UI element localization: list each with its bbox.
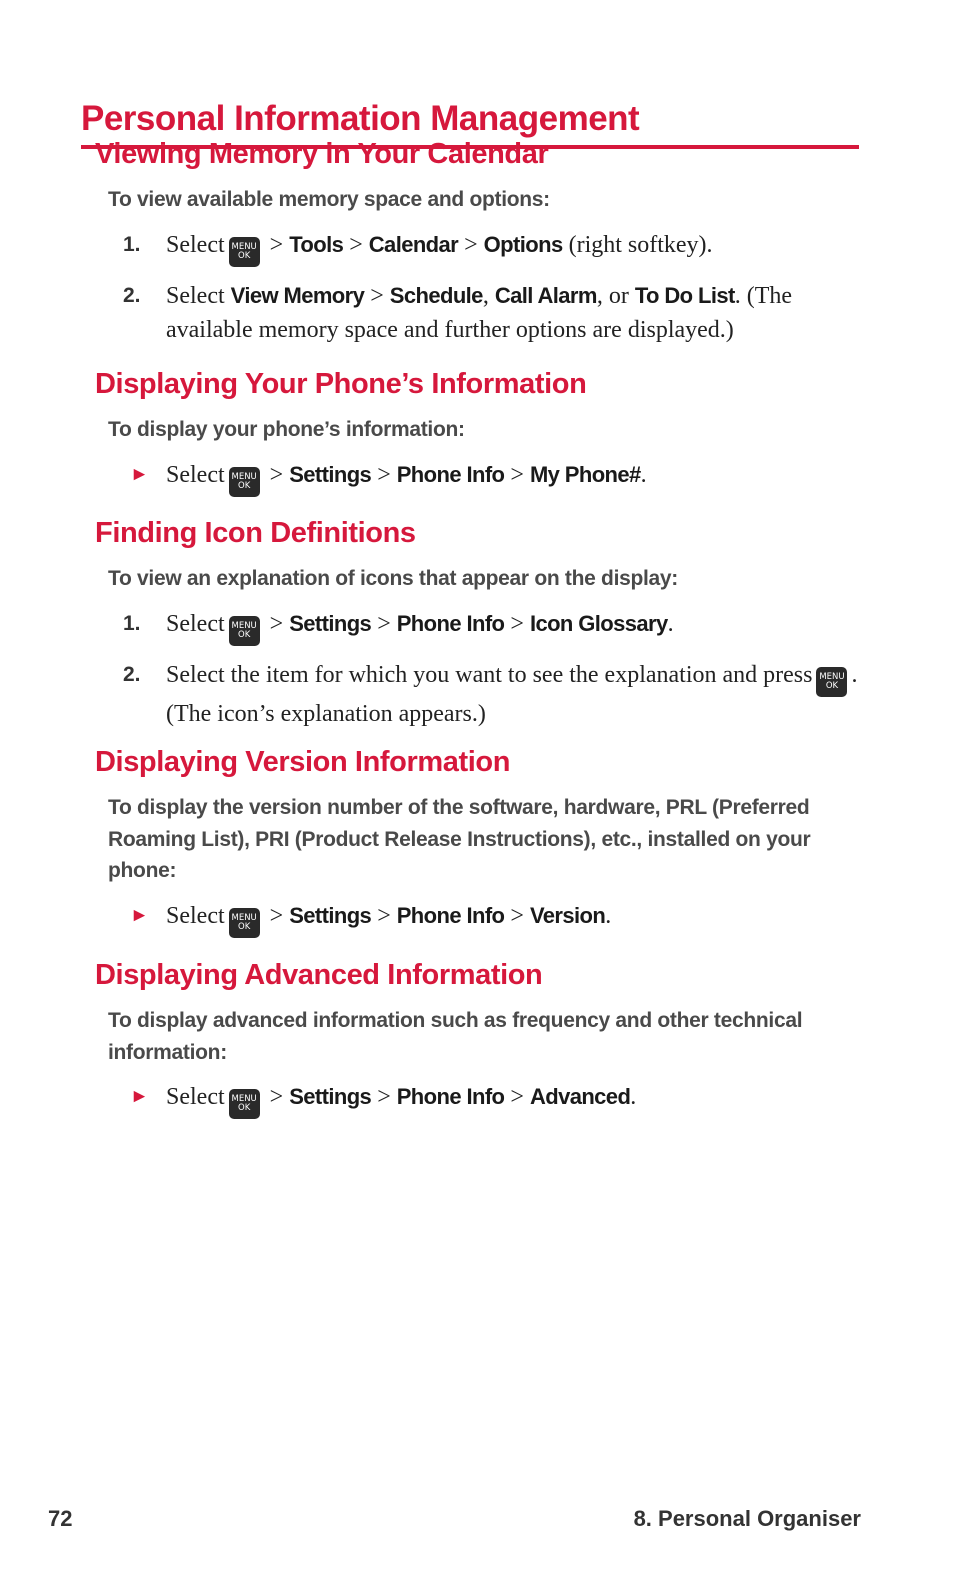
- step-bullet: ► Select MENU OK > Settings > Phone Info > My Phone#.: [95, 458, 875, 497]
- section-heading: Finding Icon Definitions: [95, 517, 416, 549]
- step-bullet: ► Select MENU OK > Settings > Phone Info > Advanced.: [95, 1080, 875, 1119]
- path-settings: Settings: [289, 902, 372, 928]
- path-phone-info: Phone Info: [396, 902, 505, 928]
- section-phone-information: [95, 366, 875, 497]
- step-2: 2. Select the item for which you want to see the explanation and press MENU OK . (The icon’s explanation appears.): [95, 658, 875, 731]
- bullet-arrow-icon: ►: [130, 1086, 149, 1107]
- step-bullet: ► Select MENU OK > Settings > Phone Info > Version.: [95, 899, 875, 938]
- path-settings: Settings: [289, 610, 372, 636]
- path-calendar: Calendar: [368, 231, 459, 257]
- menu-ok-key-icon: MENU OK: [229, 1089, 260, 1119]
- section-advanced-information: [95, 957, 875, 1119]
- step-1: 1. Select MENU OK > Tools > Calendar > Options (right softkey).: [95, 228, 875, 267]
- section-icon-definitions: [95, 515, 875, 731]
- step-1: 1. Select MENU OK > Settings > Phone Info > Icon Glossary.: [95, 607, 875, 646]
- bullet-arrow-icon: ►: [130, 904, 149, 926]
- section-intro: To display your phone’s information:: [108, 418, 465, 441]
- menu-ok-key-icon: MENU OK: [816, 667, 847, 697]
- section-heading: Displaying Version Information: [95, 746, 511, 778]
- step-number: 1.: [123, 611, 141, 635]
- path-version: Version: [529, 902, 606, 928]
- section-heading: Displaying Your Phone’s Information: [95, 368, 587, 400]
- section-heading: Viewing Memory in Your Calendar: [95, 138, 549, 170]
- path-options: Options: [483, 231, 563, 257]
- path-icon-glossary: Icon Glossary: [529, 610, 668, 636]
- section-intro: To display the version number of the software, hardware, PRL (Preferred Roaming List), PRI (Product Release Instructions), etc., installed on your phone:: [108, 796, 811, 882]
- section-viewing-memory: [95, 136, 875, 347]
- path-advanced: Advanced: [529, 1084, 631, 1109]
- menu-ok-key-icon: MENU OK: [229, 616, 260, 646]
- path-tools: Tools: [289, 231, 344, 257]
- menu-ok-key-icon: MENU OK: [229, 467, 260, 497]
- page-number: 72: [48, 1506, 73, 1531]
- section-intro: To view available memory space and options:: [108, 188, 550, 211]
- path-phone-info: Phone Info: [396, 461, 505, 487]
- path-phone-info: Phone Info: [396, 610, 505, 636]
- section-intro: To view an explanation of icons that appear on the display:: [108, 567, 679, 590]
- step-number: 2.: [123, 283, 141, 307]
- step-number: 1.: [123, 232, 141, 256]
- menu-ok-key-icon: MENU OK: [229, 237, 260, 267]
- path-phone-info: Phone Info: [396, 1084, 505, 1109]
- path-settings: Settings: [289, 461, 372, 487]
- section-intro: To display advanced information such as frequency and other technical information:: [108, 1009, 803, 1064]
- menu-ok-key-icon: MENU OK: [229, 908, 260, 938]
- step-2: 2. Select View Memory > Schedule, Call Alarm, or To Do List. (The available memory space and further options are displayed.): [95, 279, 875, 347]
- page-title: Personal Information Management: [81, 97, 859, 149]
- chapter-title: 8. Personal Organiser: [633, 1506, 861, 1531]
- section-version-information: [95, 744, 875, 938]
- bullet-arrow-icon: ►: [130, 463, 149, 485]
- path-settings: Settings: [289, 1084, 372, 1109]
- option-to-do-list: To Do List: [634, 282, 735, 308]
- section-heading: Displaying Advanced Information: [95, 959, 543, 991]
- step-number: 2.: [123, 662, 141, 686]
- option-call-alarm: Call Alarm: [494, 282, 597, 308]
- path-my-phone: My Phone#: [529, 461, 641, 487]
- path-view-memory: View Memory: [230, 282, 365, 308]
- option-schedule: Schedule: [389, 282, 483, 308]
